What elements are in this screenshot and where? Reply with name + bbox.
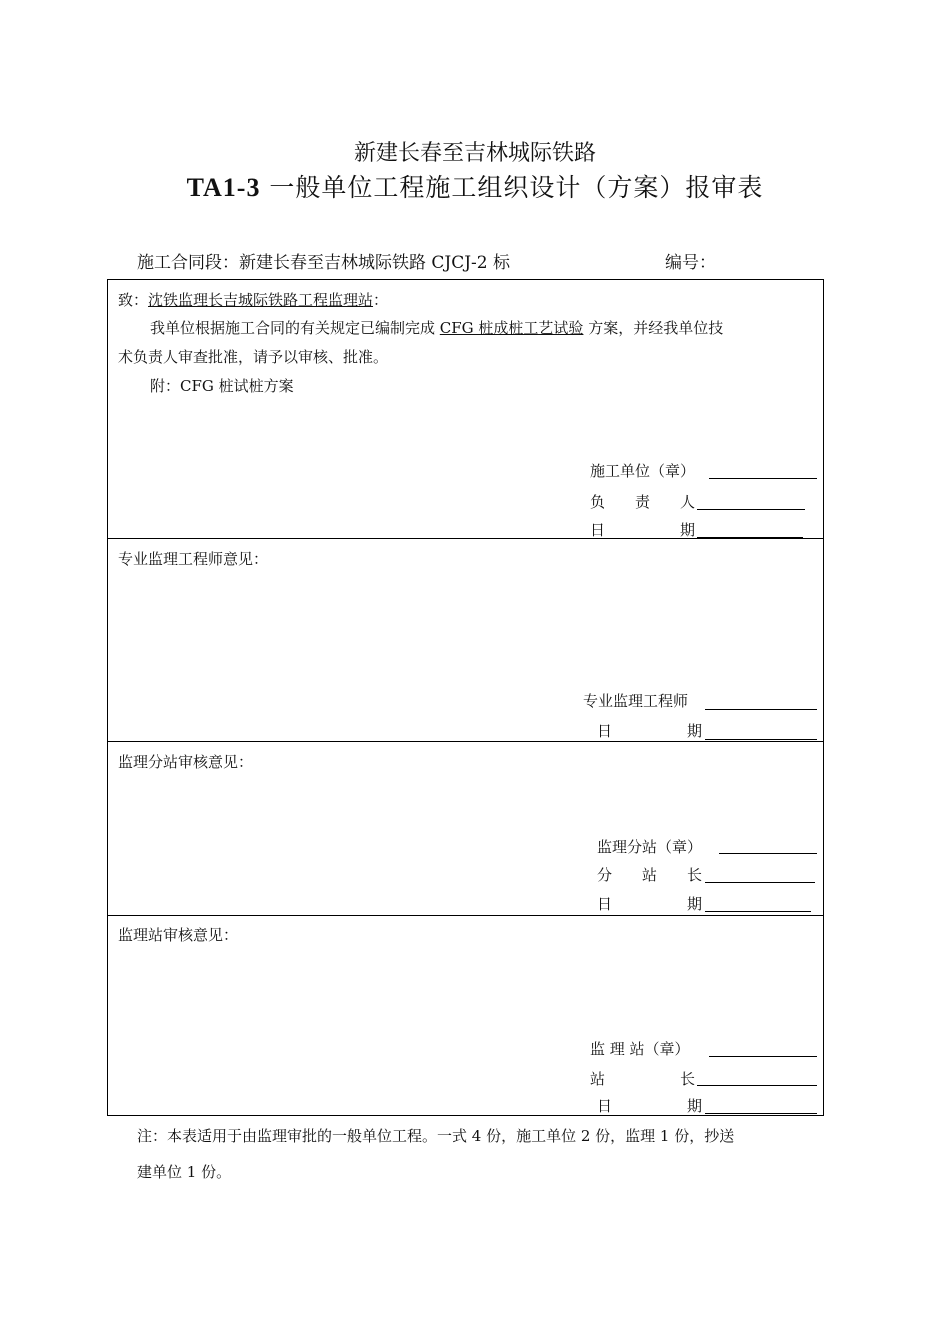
signature-line[interactable] (705, 882, 815, 883)
body-text: 我单位根据施工合同的有关规定已编制完成 (150, 319, 436, 337)
form-title: 一般单位工程施工组织设计（方案）报审表 (260, 173, 764, 202)
signature-line[interactable] (697, 1085, 817, 1086)
sign-substation-head: 分 站 长 (597, 866, 703, 884)
footnote-line1: 注：本表适用于由监理审批的一般单位工程。一式 4 份，施工单位 2 份，监理 1 份，抄送 (137, 1127, 735, 1145)
engineer-opinion-heading: 专业监理工程师意见： (118, 550, 269, 568)
addressee-prefix: 致： (118, 291, 149, 309)
signature-line[interactable] (705, 709, 817, 710)
row-divider (108, 741, 823, 742)
addressee-line (118, 290, 388, 310)
sign-responsible-person: 负 责 人 (590, 493, 696, 511)
signature-line[interactable] (705, 911, 811, 912)
plan-name: CFG 桩成桩工艺试验 (439, 319, 584, 337)
signature-line[interactable] (705, 739, 817, 740)
station-review-heading: 监理站审核意见： (118, 926, 239, 944)
signature-line[interactable] (709, 1056, 817, 1057)
approval-form-table (107, 279, 824, 1116)
sign-date: 日 期 (597, 1097, 703, 1115)
signature-line[interactable] (719, 853, 817, 854)
serial-number-label: 编号： (665, 253, 716, 273)
signature-line[interactable] (705, 1113, 817, 1114)
contract-section-label: 施工合同段：新建长春至吉林城际铁路 CJCJ-2 标 (137, 253, 511, 273)
row-divider (108, 538, 823, 539)
addressee-name: 沈铁监理长吉城际铁路工程监理站 (148, 291, 374, 309)
document-title-line1: 新建长春至吉林城际铁路 (353, 141, 596, 166)
submission-body-line1 (150, 318, 723, 338)
sign-date: 日 期 (597, 895, 703, 913)
submission-body-line2: 术负责人审查批准，请予以审核、批准。 (118, 348, 389, 366)
substation-review-heading: 监理分站审核意见： (118, 753, 254, 771)
sign-date: 日 期 (597, 722, 703, 740)
sign-date: 日 期 (590, 521, 696, 539)
signature-line[interactable] (697, 537, 803, 538)
sign-construction-unit: 施工单位（章） (590, 462, 696, 480)
attachment-line: 附：CFG 桩试桩方案 (150, 377, 294, 395)
document-title (0, 168, 950, 204)
form-code: TA1-3 (186, 173, 261, 202)
sign-supervision-station: 监 理 站（章） (590, 1040, 690, 1058)
signature-line[interactable] (697, 509, 805, 510)
row-divider (108, 915, 823, 916)
body-text: 方案，并经我单位技 (583, 319, 724, 337)
footnote-line2: 建单位 1 份。 (137, 1163, 232, 1181)
sign-supervision-substation: 监理分站（章） (597, 838, 703, 856)
signature-line[interactable] (709, 478, 817, 479)
sign-station-head: 站 长 (590, 1070, 696, 1088)
sign-supervising-engineer: 专业监理工程师 (583, 692, 689, 710)
addressee-suffix: ： (373, 291, 389, 309)
